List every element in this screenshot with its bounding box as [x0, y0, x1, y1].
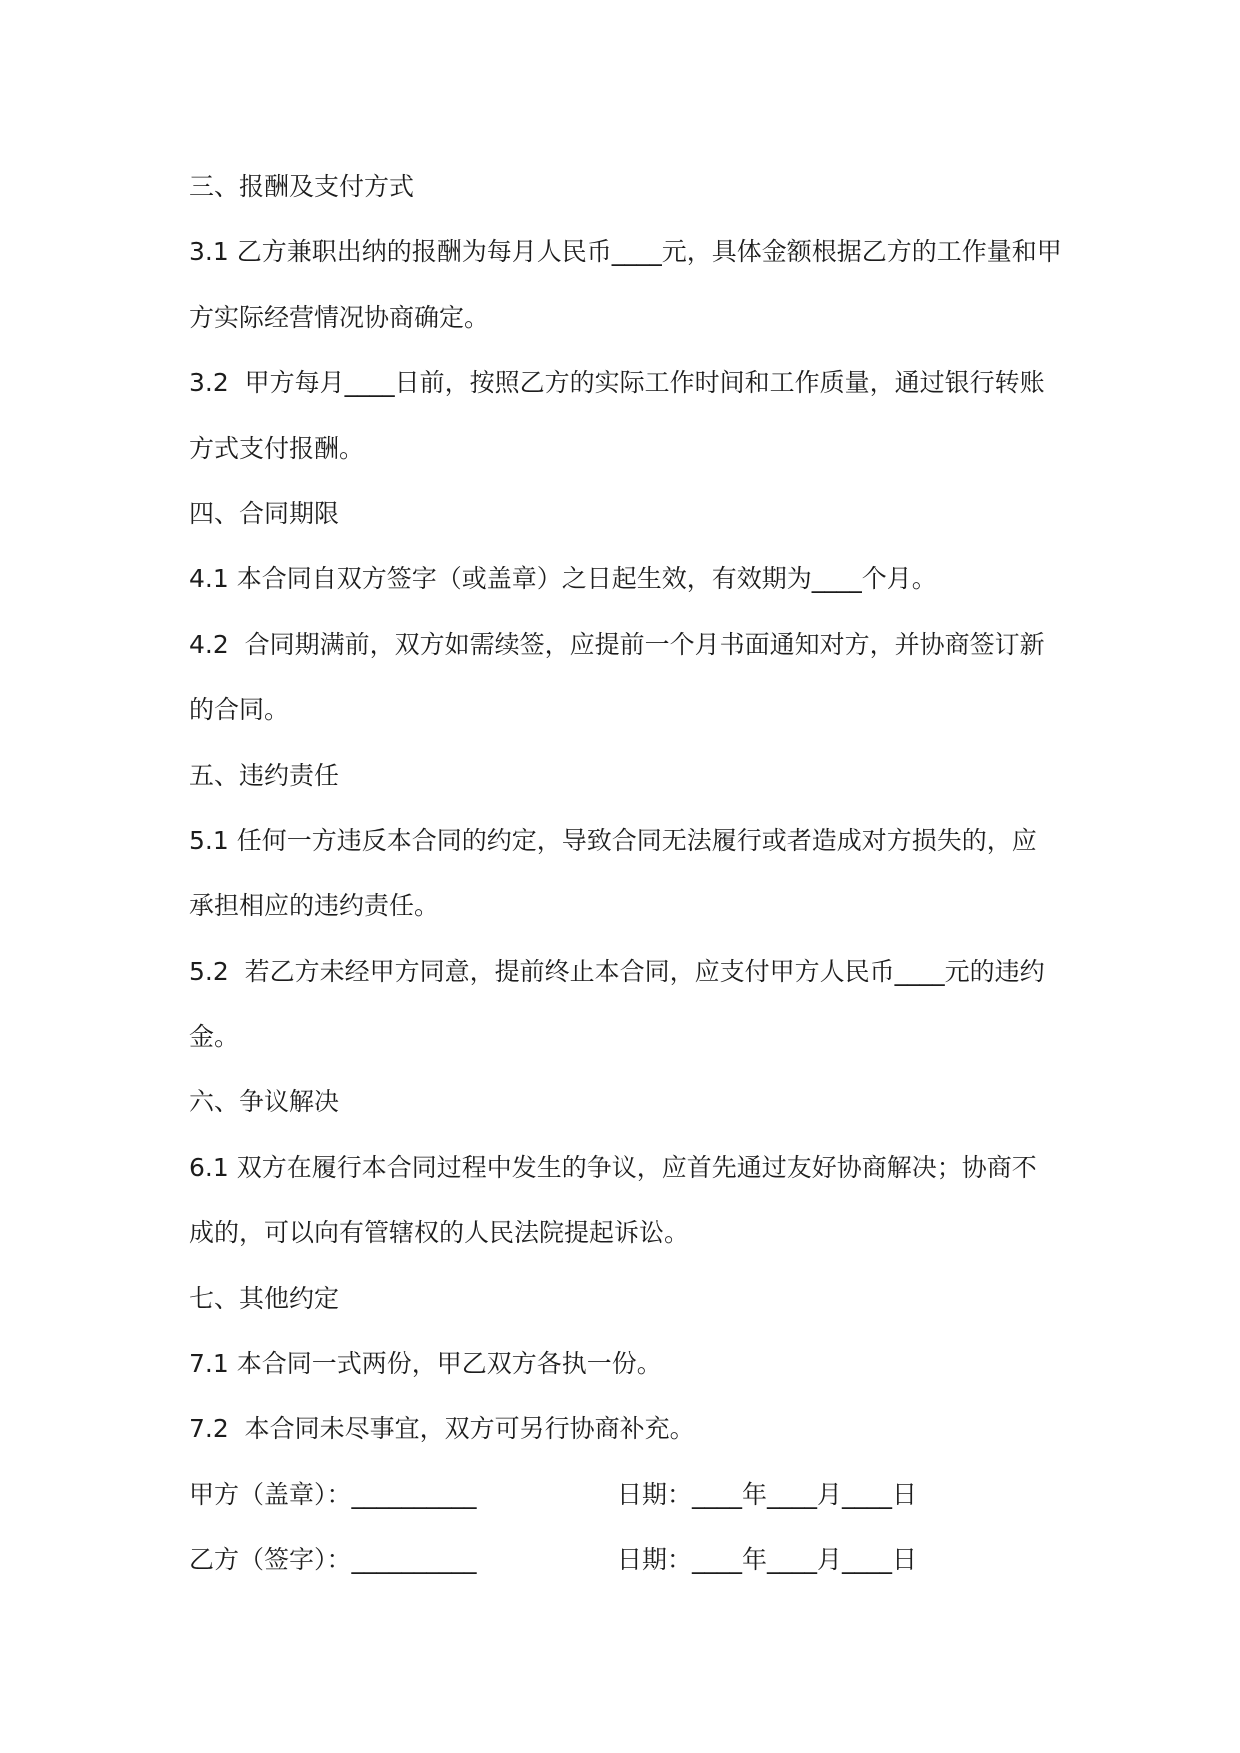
section-heading: 三、报酬及支付方式 [189, 172, 415, 201]
section-heading: 五、违约责任 [189, 760, 340, 790]
clause-line: 5.1 任何一方违反本合同的约定，导致合同无法履行或者造成对方损失的，应 [189, 825, 1037, 855]
signature-row [189, 1462, 1120, 1527]
clause-line: 金。 [189, 1022, 240, 1052]
signature-row [189, 1527, 1120, 1592]
clause-line: 3.2 甲方每月____日前，按照乙方的实际工作时间和工作质量，通过银行转账 [189, 368, 1045, 398]
clause-line: 7.2 本合同未尽事宜，双方可另行协商补充。 [189, 1414, 695, 1444]
clause-line: 成的，可以向有管辖权的人民法院提起诉讼。 [189, 1218, 690, 1248]
clause-line: 4.2 合同期满前，双方如需续签，应提前一个月书面通知对方，并协商签订新 [189, 629, 1045, 659]
section-heading: 七、其他约定 [189, 1283, 340, 1313]
clause-line: 的合同。 [189, 695, 290, 725]
section-heading: 四、合同期限 [189, 498, 340, 528]
clause-line: 方式支付报酬。 [189, 433, 365, 463]
clause-line: 7.1 本合同一式两份，甲乙双方各执一份。 [189, 1349, 662, 1379]
party-a-signature-field: 甲方（盖章）：__________ [189, 1479, 477, 1509]
clause-line: 5.2 若乙方未经甲方同意，提前终止本合同，应支付甲方人民币____元的违约 [189, 956, 1045, 986]
clause-line: 4.1 本合同自双方签字（或盖章）之日起生效，有效期为____个月。 [189, 564, 937, 594]
clause-line: 6.1 双方在履行本合同过程中发生的争议，应首先通过友好协商解决；协商不 [189, 1152, 1037, 1182]
party-b-signature-field: 乙方（签字）：__________ [189, 1545, 477, 1575]
section-heading: 六、争议解决 [189, 1087, 340, 1117]
clause-line: 3.1 乙方兼职出纳的报酬为每月人民币____元，具体金额根据乙方的工作量和甲 [189, 237, 1062, 267]
party-a-date-field: 日期：____年____月____日 [617, 1479, 918, 1509]
clause-line: 方实际经营情况协商确定。 [189, 302, 490, 332]
party-b-date-field: 日期：____年____月____日 [617, 1545, 918, 1575]
clause-line: 承担相应的违约责任。 [189, 891, 440, 921]
